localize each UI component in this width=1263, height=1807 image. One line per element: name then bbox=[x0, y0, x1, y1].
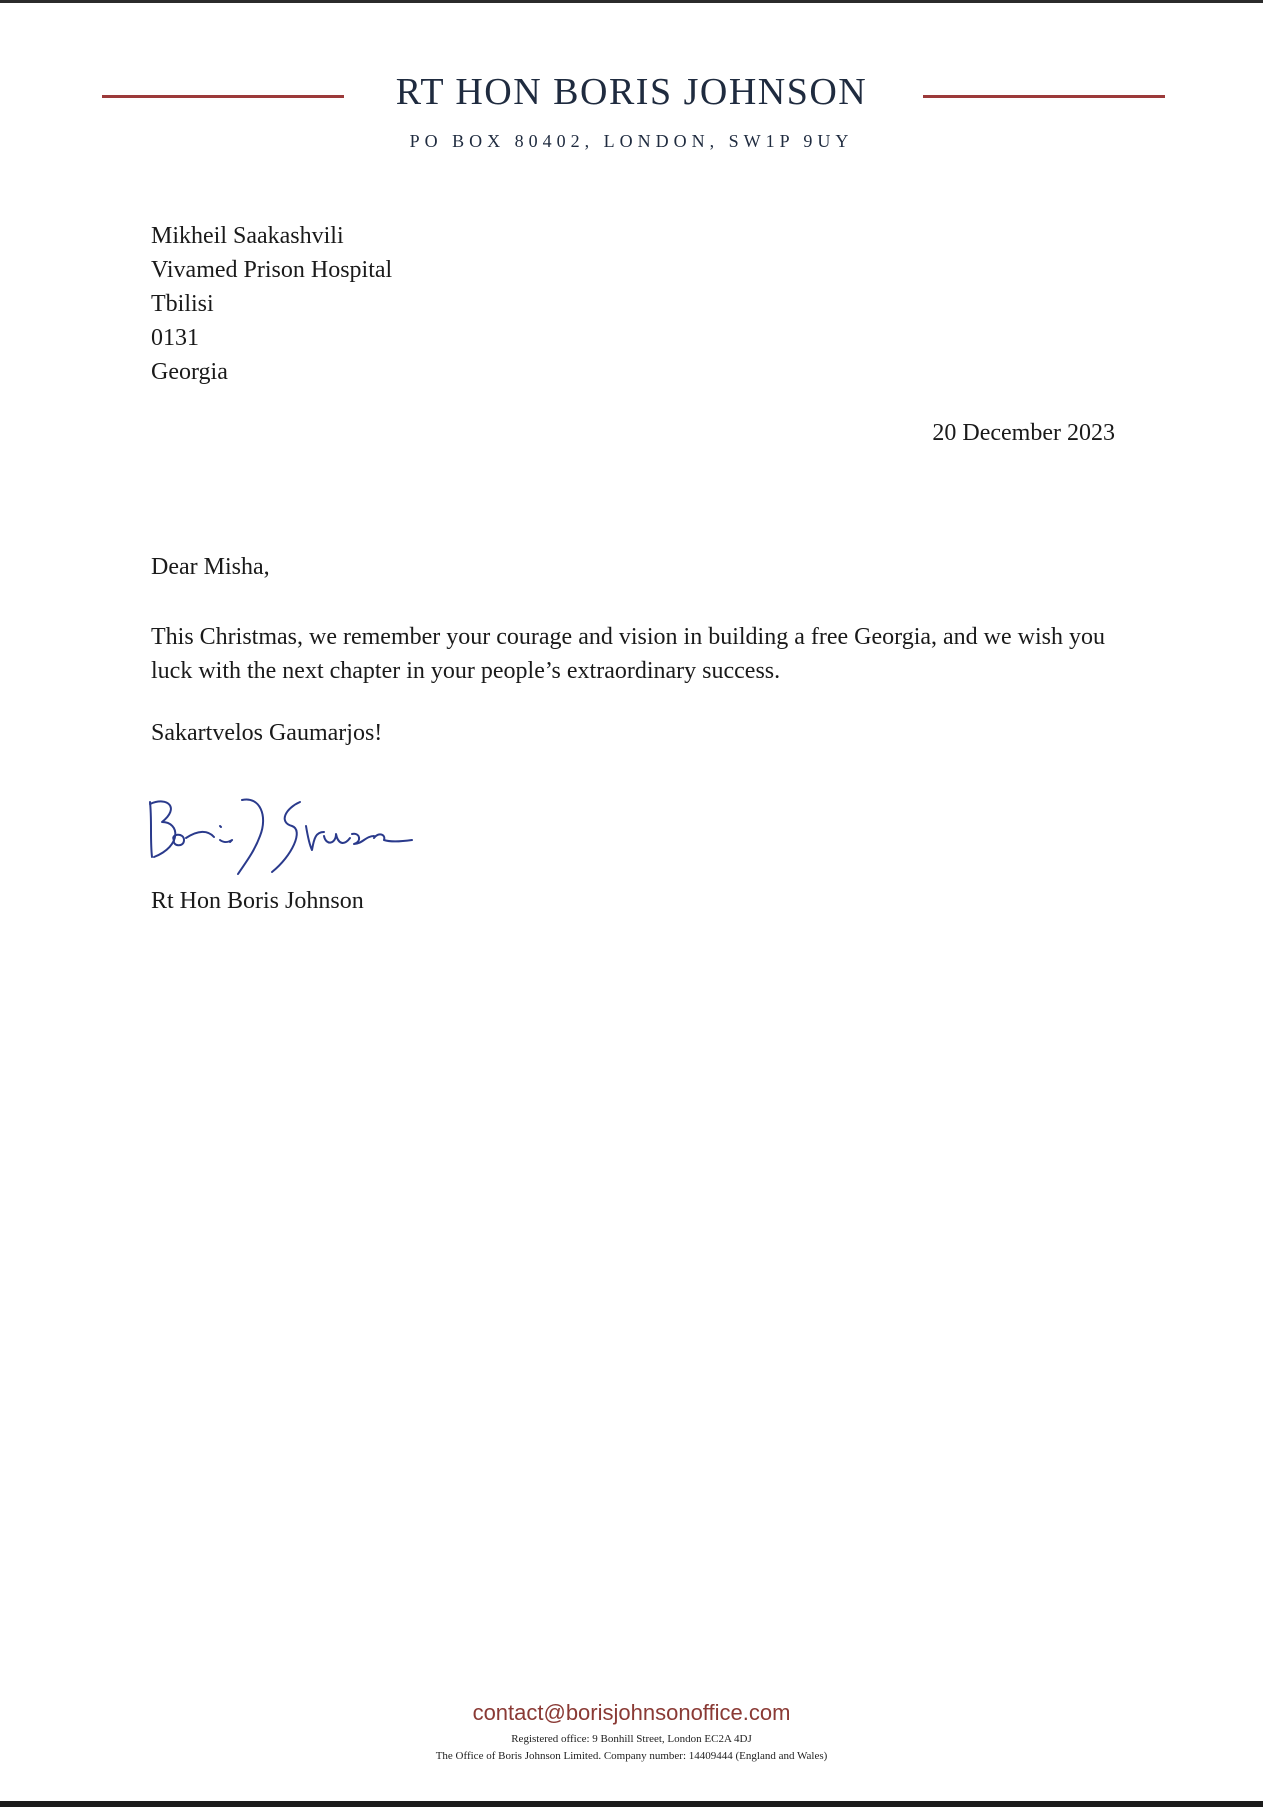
recipient-postcode: 0131 bbox=[151, 325, 199, 351]
footer-email: contact@borisjohnsonoffice.com bbox=[472, 1700, 791, 1725]
recipient-address bbox=[151, 219, 392, 389]
salutation: Dear Misha, bbox=[151, 554, 270, 580]
recipient-country: Georgia bbox=[151, 359, 228, 385]
recipient-name: Mikheil Saakashvili bbox=[151, 223, 344, 249]
page-bottom-edge bbox=[0, 1801, 1263, 1807]
footer-registered-office: Registered office: 9 Bonhill Street, London EC2A 4DJ bbox=[511, 1733, 752, 1745]
letter-body: This Christmas, we remember your courage and vision in building a free Georgia, and we wish you luck with the next chapter in your people’s extraordinary success. bbox=[151, 624, 1105, 684]
recipient-city: Tbilisi bbox=[151, 291, 214, 317]
footer-company-info: The Office of Boris Johnson Limited. Company number: 14409444 (England and Wales) bbox=[435, 1750, 828, 1762]
closing-line: Sakartvelos Gaumarjos! bbox=[151, 720, 383, 746]
letter-date: 20 December 2023 bbox=[932, 420, 1115, 446]
letterhead-name: RT HON BORIS JOHNSON bbox=[395, 71, 868, 113]
letterhead-address: PO BOX 80402, LONDON, SW1P 9UY bbox=[409, 131, 854, 151]
recipient-institution: Vivamed Prison Hospital bbox=[151, 257, 393, 283]
page-top-edge bbox=[0, 0, 1263, 3]
signatory-name: Rt Hon Boris Johnson bbox=[151, 888, 364, 914]
letterhead-rule-right bbox=[923, 95, 1165, 98]
handwritten-signature bbox=[140, 780, 420, 880]
